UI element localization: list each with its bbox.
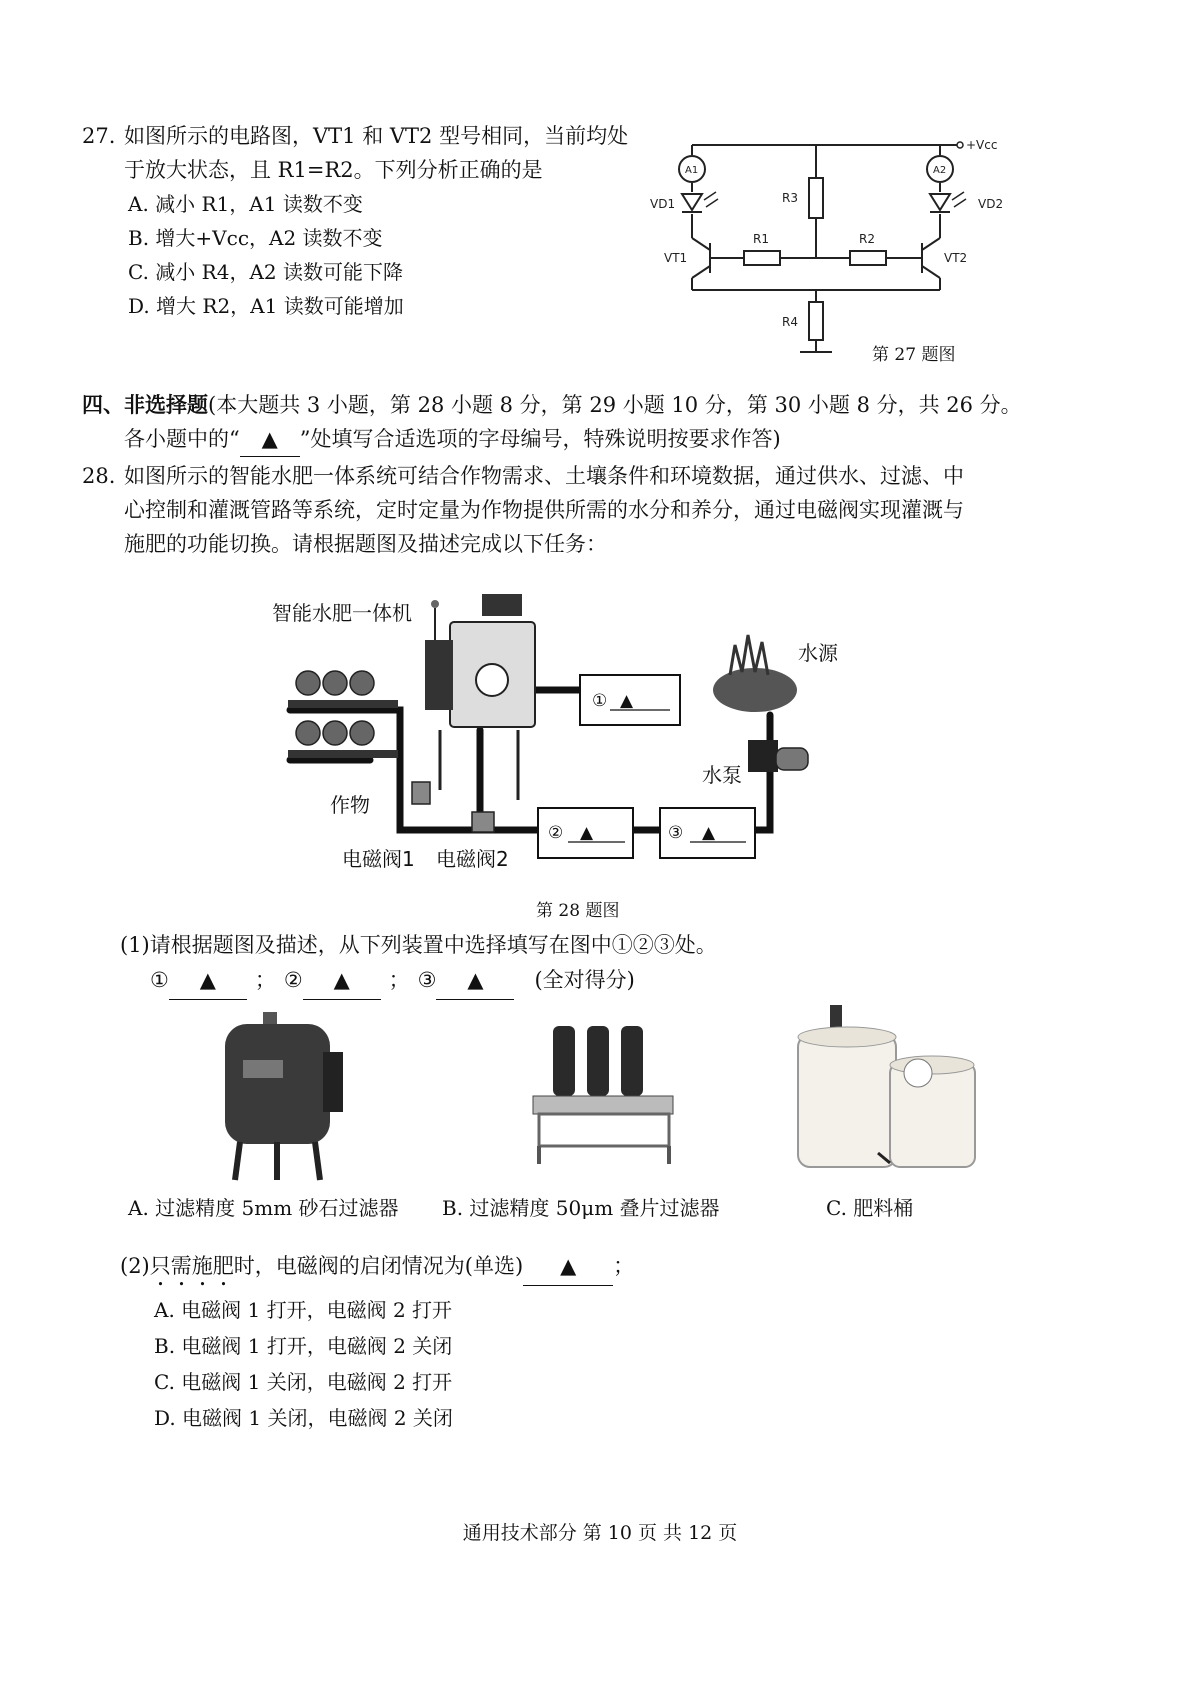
sub1-c3: ③ xyxy=(417,968,437,992)
box2-mark: ▲ xyxy=(580,823,594,843)
sub2-option-c: C. 电磁阀 1 关闭，电磁阀 2 打开 xyxy=(154,1370,453,1394)
box1-number: ① xyxy=(592,691,608,711)
section4-line2-post: ”处填写合适选项的字母编号，特殊说明按要求作答) xyxy=(299,427,781,451)
valve1-label: 电磁阀1 xyxy=(342,847,415,871)
section4-blank: ▲ xyxy=(240,422,300,457)
pump-label: 水泵 xyxy=(702,763,742,787)
page-footer: 通用技术部分 第 10 页 共 12 页 xyxy=(462,1522,738,1544)
q28-sub2-prompt xyxy=(120,1248,634,1291)
r2-label: R2 xyxy=(859,232,875,246)
valve2-icon xyxy=(472,812,494,832)
sub1-sep2: ； xyxy=(388,968,410,992)
sub1-blank1: ▲ xyxy=(169,962,247,1000)
device-b-label: B. 过滤精度 50μm 叠片过滤器 xyxy=(442,1196,720,1220)
water-source-label: 水源 xyxy=(798,641,838,665)
sub1-c2: ② xyxy=(283,968,303,992)
q27-stem-line1: 如图所示的电路图，VT1 和 VT2 型号相同，当前均处 xyxy=(124,124,629,148)
q28-number: 28. xyxy=(82,464,116,488)
crops-illustration xyxy=(288,671,398,758)
q28-stem-line1: 如图所示的智能水肥一体系统可结合作物需求、土壤条件和环境数据，通过供水、过滤、中 xyxy=(124,464,964,488)
vcc-label: +Vcc xyxy=(966,138,998,152)
device-c-label: C. 肥料桶 xyxy=(826,1196,914,1220)
sub2-prefix: (2) xyxy=(120,1254,150,1278)
a2-label: A2 xyxy=(933,165,947,176)
section4-line2-pre: 各小题中的“ xyxy=(124,427,240,451)
q28-stem-line2: 心控制和灌溉管路等系统，定时定量为作物提供所需的水分和养分，通过电磁阀实现灌溉与 xyxy=(124,498,964,522)
box1-mark: ▲ xyxy=(620,691,634,711)
machine-label: 智能水肥一体机 xyxy=(272,601,412,625)
q27-number: 27. xyxy=(82,124,116,148)
vd1-label: VD1 xyxy=(650,197,676,211)
q28-stem-line3: 施肥的功能切换。请根据题图及描述完成以下任务： xyxy=(124,532,607,556)
r3-label: R3 xyxy=(782,191,798,205)
valve2-label: 电磁阀2 xyxy=(436,847,509,871)
sub1-c1: ① xyxy=(150,968,169,992)
q27-option-a: A. 减小 R1，A1 读数不变 xyxy=(128,192,363,216)
sub1-blank2: ▲ xyxy=(303,962,381,1000)
water-source-illustration xyxy=(713,635,797,712)
q27-option-d: D. 增大 R2，A1 读数可能增加 xyxy=(128,294,404,318)
vt1-label: VT1 xyxy=(664,251,688,265)
q28-figure-caption: 第 28 题图 xyxy=(536,901,620,921)
r4-label: R4 xyxy=(782,315,798,329)
sand-filter-image xyxy=(205,1012,355,1182)
section4-title: 四、非选择题 xyxy=(82,392,208,417)
q27-option-c: C. 减小 R4，A2 读数可能下降 xyxy=(128,260,403,284)
vd2-label: VD2 xyxy=(978,197,1004,211)
sub1-note: (全对得分) xyxy=(534,968,635,992)
section4-line1 xyxy=(82,388,1022,422)
q28-sub1-answer-line xyxy=(150,962,635,1000)
device-a-label: A. 过滤精度 5mm 砂石过滤器 xyxy=(128,1196,399,1220)
q27-stem-line2: 于放大状态，且 R1=R2。下列分析正确的是 xyxy=(124,158,543,182)
box2-number: ② xyxy=(548,823,564,843)
pump-illustration xyxy=(748,740,808,772)
disc-filter-image xyxy=(525,1018,685,1168)
sub2-rest: 时，电磁阀的启闭情况为(单选) xyxy=(233,1254,524,1278)
sub1-blank3: ▲ xyxy=(436,962,514,1000)
section4-desc: (本大题共 3 小题，第 28 小题 8 分，第 29 小题 10 分，第 30 小题 8 分，共 26 分。 xyxy=(208,393,1022,417)
a1-label: A1 xyxy=(685,165,699,176)
sub2-option-a: A. 电磁阀 1 打开，电磁阀 2 打开 xyxy=(154,1298,453,1322)
q27-figure-caption: 第 27 题图 xyxy=(872,345,956,365)
fertilizer-bucket-image xyxy=(790,1005,990,1175)
q28-sub1-prompt: (1)请根据题图及描述，从下列装置中选择填写在图中①②③处。 xyxy=(120,933,717,957)
box3-number: ③ xyxy=(668,823,684,843)
box3-mark: ▲ xyxy=(702,823,716,843)
r1-label: R1 xyxy=(753,232,769,246)
q27-circuit-diagram xyxy=(640,130,1060,375)
section4-line2 xyxy=(124,422,781,457)
sub1-sep1: ； xyxy=(254,968,276,992)
sub2-option-b: B. 电磁阀 1 打开，电磁阀 2 关闭 xyxy=(154,1334,453,1358)
sub2-blank: ▲ xyxy=(523,1248,613,1286)
q28-system-diagram xyxy=(250,580,870,880)
sub2-emphasis: 只需施肥 xyxy=(149,1254,234,1278)
sub2-end: ； xyxy=(613,1254,635,1278)
crops-label: 作物 xyxy=(330,793,370,817)
q27-option-b: B. 增大+Vcc，A2 读数不变 xyxy=(128,226,383,250)
vt2-label: VT2 xyxy=(944,251,968,265)
valve1-icon xyxy=(412,782,430,804)
sub2-option-d: D. 电磁阀 1 关闭，电磁阀 2 关闭 xyxy=(154,1406,453,1430)
